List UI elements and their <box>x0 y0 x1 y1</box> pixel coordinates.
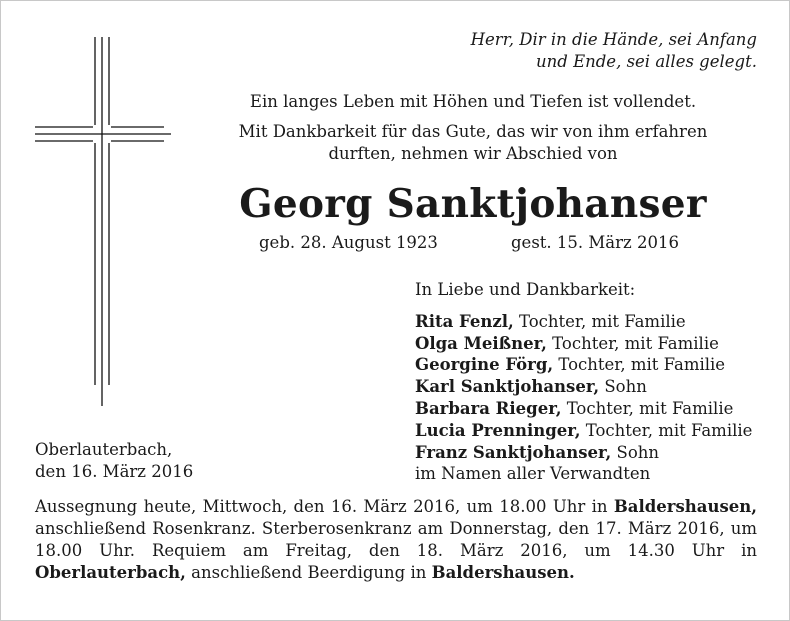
list-item <box>415 398 775 420</box>
deceased-name: Georg Sanktjohanser <box>239 181 707 227</box>
date-line: den 16. März 2016 <box>35 462 194 481</box>
service-text: anschließend Rosenkranz. Sterberosenkranz am Donnerstag, den 17. März 2016, um 18.00 Uhr. Requiem am Freitag, den 18. März 2016, um 14.30 Uhr in <box>35 519 757 560</box>
member-relation: Sohn <box>604 377 647 397</box>
intro-line: durften, nehmen wir Abschied von <box>328 144 618 163</box>
service-location: Baldershausen. <box>431 563 575 582</box>
verse-quote <box>421 29 757 73</box>
member-relation: Tochter, mit Familie <box>585 420 753 440</box>
member-relation: Tochter, mit Familie <box>558 355 726 375</box>
list-item <box>415 376 775 398</box>
member-name: Olga Meißner, <box>415 333 547 353</box>
service-location: Baldershausen, <box>613 497 757 516</box>
family-intro: In Liebe und Dankbarkeit: <box>415 280 636 299</box>
list-item <box>415 420 775 442</box>
service-text: anschließend Beerdigung in <box>191 563 427 582</box>
member-name: Barbara Rieger, <box>415 398 562 418</box>
member-name: Rita Fenzl, <box>415 311 514 331</box>
birth-date: geb. 28. August 1923 <box>259 233 438 252</box>
intro-line: Mit Dankbarkeit für das Gute, das wir von ihm erfahren <box>238 122 708 141</box>
place-and-date <box>35 439 193 483</box>
list-item <box>415 354 775 376</box>
service-text: Aussegnung heute, Mittwoch, den 16. März 2016, um 18.00 Uhr in <box>35 497 608 516</box>
death-date: gest. 15. März 2016 <box>511 233 679 252</box>
member-name: Franz Sanktjohanser, <box>415 442 612 462</box>
place-line: Oberlauterbach, <box>35 440 173 459</box>
list-item <box>415 442 775 464</box>
list-item <box>415 311 775 333</box>
verse-line: und Ende, sei alles gelegt. <box>536 52 757 71</box>
intro-line: Ein langes Leben mit Höhen und Tiefen ist vollendet. <box>249 92 697 111</box>
family-closing: im Namen aller Verwandten <box>415 464 651 484</box>
member-relation: Tochter, mit Familie <box>566 398 734 418</box>
service-details <box>35 496 757 584</box>
list-item <box>415 333 775 355</box>
member-relation: Sohn <box>616 442 660 462</box>
member-name: Lucia Prenninger, <box>415 420 581 440</box>
service-location: Oberlauterbach, <box>35 563 186 582</box>
member-name: Georgine Förg, <box>415 355 554 375</box>
family-list <box>415 279 775 485</box>
member-name: Karl Sanktjohanser, <box>415 377 600 397</box>
intro-text <box>223 91 723 165</box>
member-relation: Tochter, mit Familie <box>552 333 719 353</box>
verse-line: Herr, Dir in die Hände, sei Anfang <box>470 30 757 49</box>
cross-icon <box>1 1 201 421</box>
member-relation: Tochter, mit Familie <box>518 311 686 331</box>
